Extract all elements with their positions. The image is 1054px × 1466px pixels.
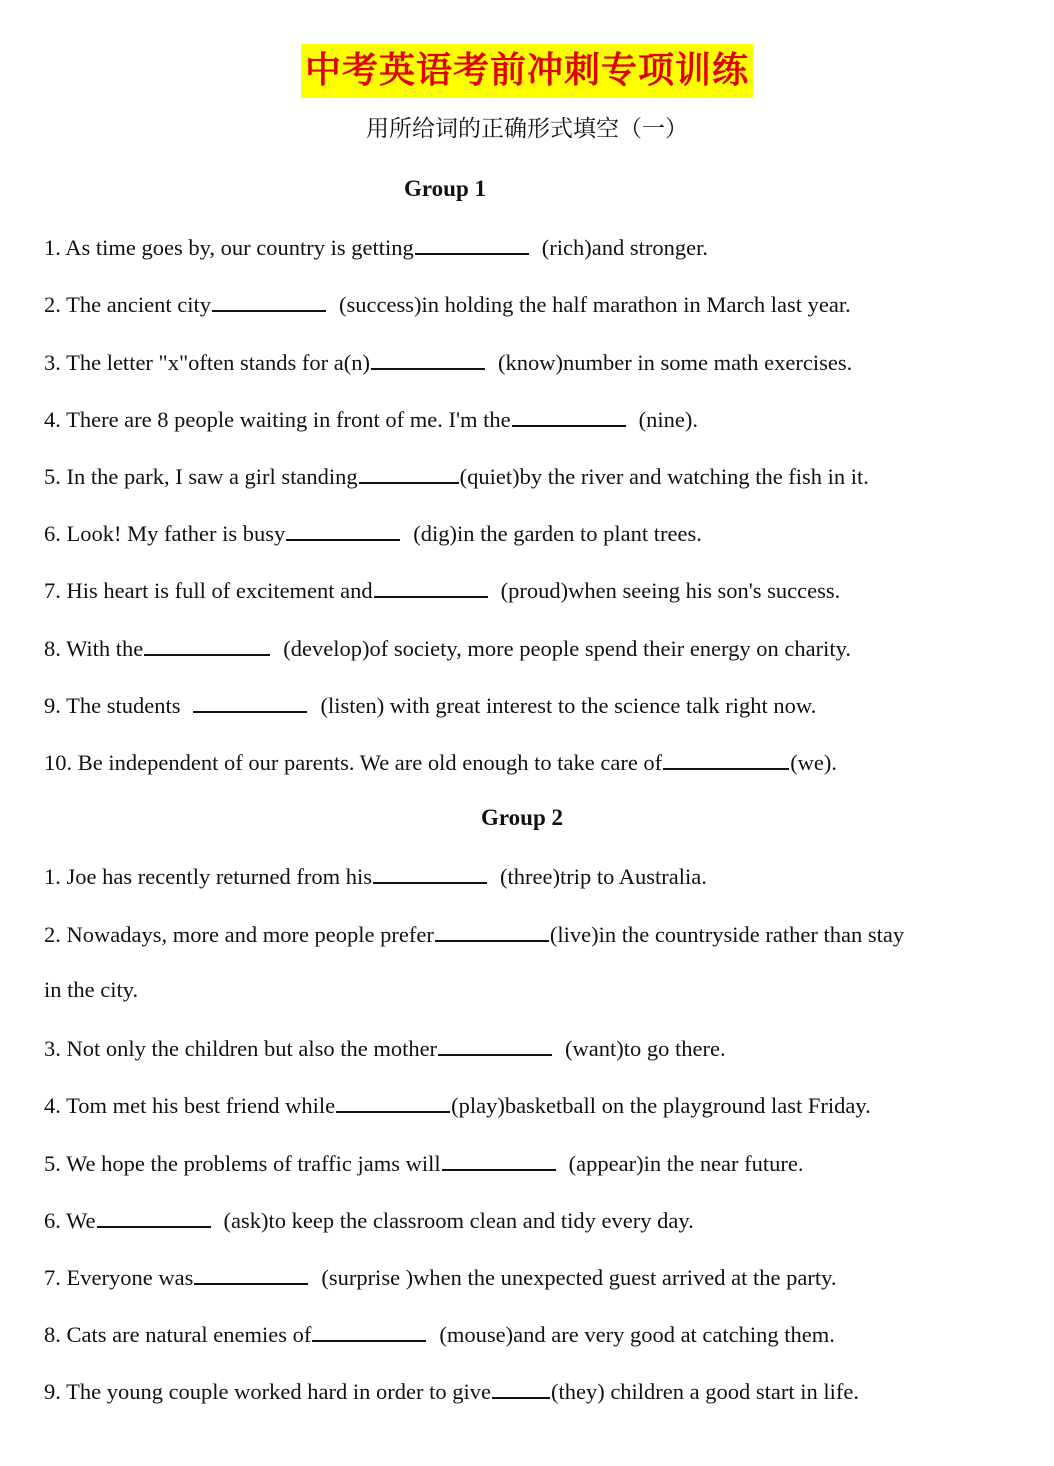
item-hint: (know)number in some math exercises. — [497, 350, 853, 375]
item-hint: (surprise )when the unexpected guest arrived at the party. — [321, 1265, 837, 1290]
item-text: 2. The ancient city — [44, 292, 212, 317]
group1-item-4 — [44, 403, 698, 435]
item-hint: (quiet)by the river and watching the fish in it. — [459, 464, 869, 489]
item-text: 7. Everyone was — [44, 1265, 194, 1290]
item-hint: (live)in the countryside rather than stay — [549, 922, 905, 947]
item-hint: (three)trip to Australia. — [500, 864, 707, 889]
group1-item-10 — [44, 746, 837, 778]
item-text: 3. The letter "x"often stands for a(n) — [44, 350, 370, 375]
item-hint: (develop)of society, more people spend their energy on charity. — [283, 636, 852, 661]
group1-item-8 — [44, 632, 851, 664]
item-text: 2. Nowadays, more and more people prefer — [44, 922, 434, 947]
item-text: 1. As time goes by, our country is getting — [44, 235, 414, 260]
group2-item-1 — [44, 860, 707, 892]
answer-blank[interactable] — [193, 689, 307, 713]
group1-item-3 — [44, 346, 852, 378]
group2-item-4 — [44, 1089, 871, 1121]
group2-item-7 — [44, 1261, 837, 1293]
item-hint: (play)basketball on the playground last Friday. — [451, 1093, 871, 1118]
group2-item-8 — [44, 1318, 835, 1350]
group1-item-5 — [44, 460, 869, 492]
item-hint: (success)in holding the half marathon in March last year. — [339, 292, 851, 317]
answer-blank[interactable] — [415, 231, 529, 255]
item-hint: (dig)in the garden to plant trees. — [413, 521, 702, 546]
item-text: 5. We hope the problems of traffic jams will — [44, 1151, 441, 1176]
answer-blank[interactable] — [512, 403, 626, 427]
item-hint: (they) children a good start in life. — [550, 1379, 859, 1404]
group1-item-7 — [44, 574, 840, 606]
item-text: 8. With the — [44, 636, 144, 661]
item-hint: (we). — [790, 750, 838, 775]
answer-blank[interactable] — [435, 918, 549, 942]
item-text: 4. Tom met his best friend while — [44, 1093, 336, 1118]
answer-blank[interactable] — [374, 574, 488, 598]
item-text: 3. Not only the children but also the mother — [44, 1036, 438, 1061]
group1-item-1 — [44, 231, 708, 263]
item-text: 4. There are 8 people waiting in front of me. I'm the — [44, 407, 511, 432]
item-hint: (appear)in the near future. — [568, 1151, 804, 1176]
answer-blank[interactable] — [438, 1032, 552, 1056]
answer-blank[interactable] — [97, 1204, 211, 1228]
item-text: 9. The young couple worked hard in order to give — [44, 1379, 491, 1404]
group1-item-6 — [44, 517, 702, 549]
answer-blank[interactable] — [442, 1147, 556, 1171]
page-subtitle: 用所给词的正确形式填空（一） — [366, 116, 688, 142]
item-text: 1. Joe has recently returned from his — [44, 864, 373, 889]
answer-blank[interactable] — [212, 288, 326, 312]
group1-item-9 — [44, 689, 816, 721]
item-hint: (rich)and stronger. — [541, 235, 708, 260]
group2-item-3 — [44, 1032, 726, 1064]
title-container — [0, 44, 1054, 98]
item-hint: (mouse)and are very good at catching them. — [439, 1322, 835, 1347]
item-hint: (nine). — [638, 407, 698, 432]
item-text: 6. Look! My father is busy — [44, 521, 286, 546]
group2-item-2-continued: in the city. — [44, 977, 139, 1002]
answer-blank[interactable] — [336, 1089, 450, 1113]
item-text: 5. In the park, I saw a girl standing — [44, 464, 358, 489]
answer-blank[interactable] — [492, 1375, 550, 1399]
group1-heading: Group 1 — [404, 176, 487, 201]
answer-blank[interactable] — [359, 460, 459, 484]
answer-blank[interactable] — [144, 632, 270, 656]
group2-item-2 — [44, 918, 904, 950]
group2-item-5 — [44, 1147, 804, 1179]
item-text: 9. The students — [44, 693, 181, 718]
item-hint: (listen) with great interest to the science talk right now. — [320, 693, 817, 718]
item-text: 8. Cats are natural enemies of — [44, 1322, 312, 1347]
item-text: 6. We — [44, 1208, 96, 1233]
answer-blank[interactable] — [194, 1261, 308, 1285]
answer-blank[interactable] — [286, 517, 400, 541]
item-hint: (proud)when seeing his son's success. — [500, 578, 841, 603]
group1-item-2 — [44, 288, 851, 320]
page-title: 中考英语考前冲刺专项训练 — [301, 44, 753, 98]
item-hint: (ask)to keep the classroom clean and tidy every day. — [223, 1208, 694, 1233]
answer-blank[interactable] — [663, 746, 789, 770]
group2-item-6 — [44, 1204, 694, 1236]
answer-blank[interactable] — [312, 1318, 426, 1342]
item-text: 10. Be independent of our parents. We are old enough to take care of — [44, 750, 663, 775]
answer-blank[interactable] — [371, 346, 485, 370]
item-text: 7. His heart is full of excitement and — [44, 578, 373, 603]
group2-heading: Group 2 — [481, 805, 564, 830]
group2-item-9 — [44, 1375, 859, 1407]
answer-blank[interactable] — [373, 860, 487, 884]
item-hint: (want)to go there. — [565, 1036, 726, 1061]
